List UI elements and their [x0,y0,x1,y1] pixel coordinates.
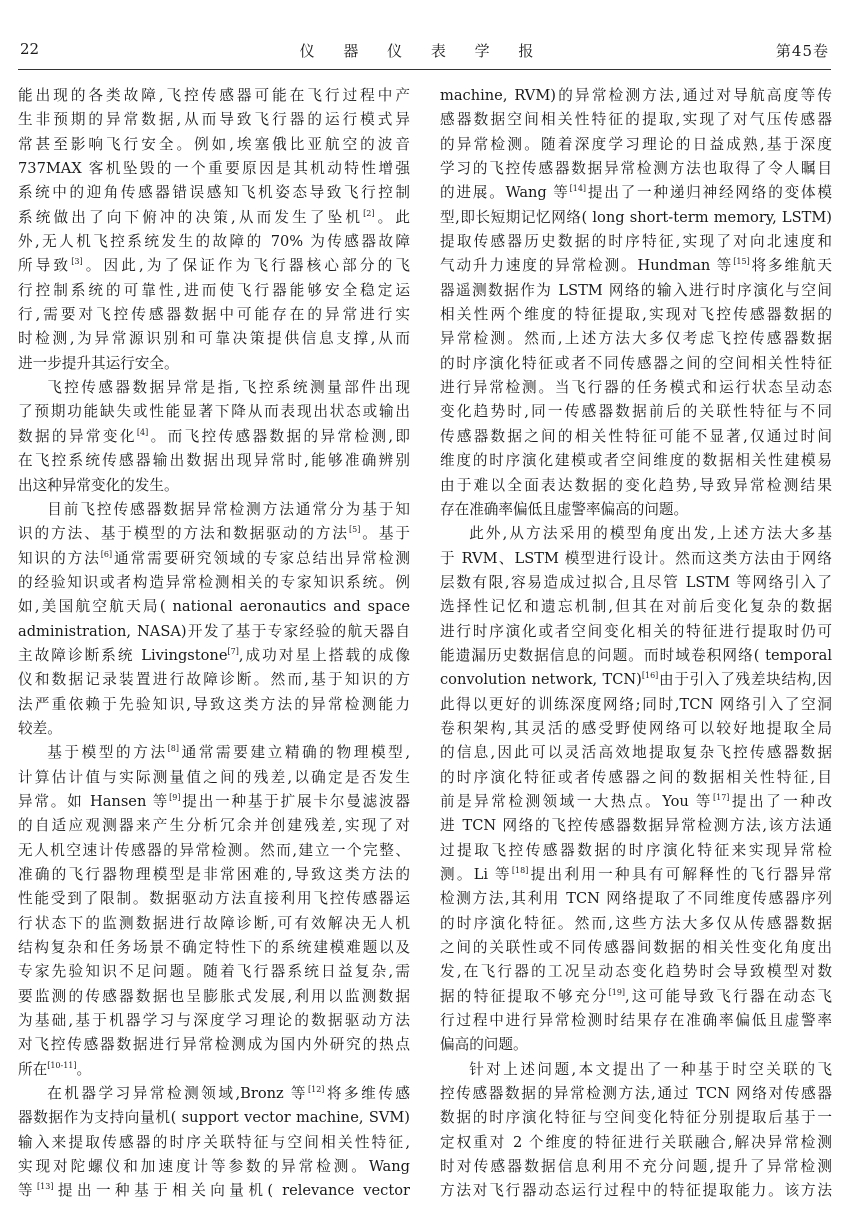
text-segment: 行过程中进行异常检测时结果存在准确率偏低且虚警率 [440,1012,832,1030]
text-segment: 提出了一种递归神经网络的变体模 [586,184,832,202]
text-segment: 方法对飞行器动态运行过程中的特征提取能力。该方法 [440,1182,832,1200]
text-segment: 时检测,为异常源识别和可靠决策提供信息支撑,从而 [18,330,410,348]
text-line [18,962,410,982]
text-segment: 传感器数据之间的相关性特征可能不显著,仅通过时间 [440,427,832,445]
text-line [440,135,832,155]
text-segment: 仪和数据记录装置进行故障诊断。然而,基于知识的方 [18,671,410,689]
text-line [440,1157,832,1177]
text-segment: 卷积架构,其灵活的感受野使网络可以较好地提取全局 [440,719,832,737]
text-line [440,1035,832,1055]
text-segment: 此外,从方法采用的模型角度出发,上述方法大多基 [469,525,832,543]
text-segment: 异常检测。然而,上述方法大多仅考虑飞控传感器数据 [440,330,832,348]
text-line [440,183,832,203]
text-line [440,597,832,617]
text-segment: 型,即长短期记忆网络( long short-term memory, LSTM) [440,208,832,226]
text-segment: 异常。如 Hansen 等 [18,792,170,810]
text-segment: 通常需要建立精确的物理模型, [179,744,410,762]
text-segment: ,成功对星上搭载的成像 [238,646,410,664]
text-line [18,354,410,374]
text-segment: 提出一种基于相关向量机( relevance vector [53,1182,410,1200]
text-segment: 所在 [18,1060,48,1078]
text-segment: 的时序演化特征。然而,这些方法大多仅从传感器数据 [440,914,832,932]
text-segment: 专家先验知识不足问题。随着飞行器系统日益复杂,需 [18,963,410,981]
text-segment: 测。Li 等 [440,866,512,883]
left-column [18,86,410,1202]
text-line [440,622,832,642]
text-line [18,743,410,763]
text-segment: 的时序演化特征或者传感器之间的数据相关性特征,目 [440,768,832,786]
text-line [440,670,832,690]
text-line [18,1084,410,1104]
citation-ref: [19] [608,987,626,997]
text-line [440,816,832,836]
text-line [18,427,410,447]
citation-ref: [16] [641,671,659,681]
text-line [440,1133,832,1153]
citation-ref: [18] [511,866,529,875]
text-segment: 较差。 [18,719,62,737]
text-segment: 选择性记忆和遗忘机制,但其在对前后变化复杂的数据 [440,598,832,616]
text-segment: 主故障诊断系统 Livingstone [18,646,228,664]
text-line [18,500,410,520]
text-line [440,646,832,666]
text-segment: 层数有限,容易造成过拟合,且尽管 LSTM 等网络引入了 [440,573,832,591]
text-line [18,476,410,496]
text-line [18,841,410,861]
citation-ref: [4] [136,427,149,437]
text-line [440,573,832,593]
text-line [18,719,410,739]
text-line [440,402,832,422]
text-segment: 的时序演化特征或者不同传感器之间的空间相关性特征 [440,354,832,372]
text-segment: 。此 [374,208,410,226]
text-line [440,110,832,130]
text-segment: 相关性两个维度的特征提取,实现对飞控传感器数据的 [440,306,832,324]
text-segment: 通常需要研究领域的专家总结出异常检测 [112,549,410,567]
text-line [18,451,410,471]
text-segment: 提取传感器历史数据的时序特征,实现了对向北速度和 [440,233,832,251]
text-line [18,1108,410,1128]
text-line [18,573,410,593]
text-line [440,451,832,471]
citation-ref: [10-11] [47,1060,77,1070]
text-segment: 器遥测数据作为 LSTM 网络的输入进行时序演化与空间 [440,281,832,299]
text-line [18,232,410,252]
text-line [440,1011,832,1031]
text-segment: 的信息,因此可以灵活高效地提取复杂飞控传感器数据 [440,744,832,762]
text-line [440,865,832,885]
text-line [18,865,410,885]
text-segment: 检测方法,其利用 TCN 网络提取了不同维度传感器序列 [440,890,832,908]
text-line [440,549,832,569]
text-line [440,695,832,715]
text-segment: 由于引入了残差块结构,因 [658,671,832,689]
text-line [18,1035,410,1055]
text-segment: 准确的飞行器物理模型是非常困难的,导致这类方法的 [18,866,410,883]
text-line [18,524,410,544]
text-line [18,1060,410,1080]
text-line [18,792,410,812]
text-line [18,670,410,690]
text-line [18,987,410,1007]
text-segment: 737MAX 客机坠毁的一个重要原因是其机动特性增强 [18,160,410,178]
text-line [440,281,832,301]
text-line [18,1157,410,1177]
text-line [440,476,832,496]
text-segment: 过提取飞控传感器数据的时序演化特征来实现异常检 [440,841,832,859]
text-segment: 系统中的迎角传感器错误感知飞机姿态导致飞行控制 [18,184,410,202]
text-line [18,135,410,155]
text-segment: 提出一种基于扩展卡尔曼滤波器 [180,792,410,810]
citation-ref: [6] [100,549,113,559]
text-line [18,1133,410,1153]
text-segment: 提出了一种改 [729,792,832,810]
text-segment: 偏高的问题。 [440,1036,528,1054]
citation-ref: [14] [569,184,587,194]
text-line [440,329,832,349]
text-segment: 等 [18,1182,38,1200]
text-line [18,378,410,398]
text-line [440,1181,832,1201]
text-line [440,305,832,325]
text-segment: 飞控传感器数据异常是指,飞控系统测量部件出现 [47,379,410,397]
text-line [440,354,832,374]
text-segment: 此得以更好的训练深度网络;同时,TCN 网络引入了空洞 [440,695,832,713]
text-line [18,110,410,130]
text-segment: 控传感器数据的异常检测方法,通过 TCN 网络对传感器 [440,1085,832,1103]
text-segment: 进 TCN 网络的飞控传感器数据异常检测方法,该方法通 [440,817,832,835]
text-segment: 对飞控传感器数据进行异常检测成为国内外研究的热点 [18,1036,410,1054]
text-segment: 知识的方法 [18,549,101,567]
text-line [440,159,832,179]
text-segment: 由于难以全面表达数据的变化趋势,导致异常检测结果 [440,476,832,494]
text-segment: 提出利用一种具有可解释性的飞行器异常 [528,866,832,883]
text-line [440,962,832,982]
text-line [440,719,832,739]
text-line [440,743,832,763]
text-line [18,208,410,228]
text-segment: 生非预期的异常数据,从而导致飞行器的运行模式异 [18,111,410,129]
volume-label: 第45卷 [775,42,829,60]
text-segment: 。基于 [360,525,410,543]
text-segment: 性能受到了限制。数据驱动方法直接利用飞控传感器运 [18,890,410,908]
text-segment: 维度的时序演化建模或者空间维度的数据相关性建模易 [440,452,832,470]
citation-ref: [7] [227,646,239,656]
citation-ref: [9] [169,792,181,802]
text-segment: 能遗漏历史数据信息的问题。而时域卷积网络( temporal [440,646,832,664]
text-segment: 于 RVM、LSTM 模型进行设计。然而这类方法由于网络 [440,549,832,567]
text-segment: 之间的关联性或不同传感器间数据的相关性变化角度出 [440,939,832,957]
text-segment: 结构复杂和任务场景不确定特性下的系统建模难题以及 [18,939,410,957]
text-line [440,889,832,909]
text-line [18,1181,410,1201]
text-line [18,768,410,788]
text-segment: 系统做出了向下俯冲的决策,从而发生了坠机 [18,208,364,226]
text-segment: administration, NASA)开发了基于专家经验的航天器自 [18,622,410,640]
text-segment: 据的特征提取不够充分 [440,987,609,1005]
text-segment: 进行异常检测。当飞行器的任务模式和运行状态呈动态 [440,379,832,397]
text-segment: ,这可能导致飞行器在动态飞 [625,987,832,1005]
text-line [18,597,410,617]
text-line [18,622,410,642]
text-segment: 器数据作为支持向量机( support vector machine, SVM) [18,1109,410,1127]
text-segment: 识的方法、基于模型的方法和数据驱动的方法 [18,525,349,543]
text-segment: 的进展。Wang 等 [440,184,570,202]
text-line [440,378,832,398]
text-line [18,889,410,909]
citation-ref: [3] [71,257,83,267]
text-line [440,1060,832,1080]
citation-ref: [15] [733,257,750,267]
text-segment: 将多维航天 [749,257,832,275]
text-segment: 数据的时序演化特征与空间变化特征分别提取后基于一 [440,1109,832,1127]
text-line [18,938,410,958]
text-segment: 。因此,为了保证作为飞行器核心部分的飞 [82,257,410,275]
text-segment: 的异常检测。随着深度学习理论的日益成熟,基于深度 [440,135,832,153]
text-line [18,1011,410,1031]
text-segment: machine, RVM)的异常检测方法,通过对导航高度等传 [440,87,832,104]
text-line [18,695,410,715]
journal-title: 仪 器 仪 表 学 报 [299,42,546,60]
text-line [440,1108,832,1128]
text-line [440,86,832,106]
text-segment: 变化趋势时,同一传感器数据前后的关联性特征与不同 [440,403,832,421]
text-line [18,159,410,179]
text-line [440,232,832,252]
text-segment: 常甚至影响飞行安全。例如,埃塞俄比亚航空的波音 [18,135,410,153]
text-line [18,816,410,836]
citation-ref: [12] [307,1085,325,1095]
text-line [440,768,832,788]
text-line [440,208,832,228]
text-line [440,524,832,544]
text-line [18,402,410,422]
text-segment: 感器数据空间相关性特征的提取,实现了对气压传感器 [440,111,832,129]
text-segment: 在飞控系统传感器输出数据出现异常时,能够准确辨别 [18,452,410,470]
text-line [440,841,832,861]
text-line [18,914,410,934]
citation-ref: [2] [363,208,375,218]
text-line [18,329,410,349]
text-segment: 为基础,基于机器学习与深度学习理论的数据驱动方法 [18,1012,410,1030]
text-segment: 。 [76,1060,92,1078]
text-segment: 目前飞控传感器数据异常检测方法通常分为基于知 [47,500,410,518]
text-segment: 所导致 [18,257,72,275]
text-line [18,281,410,301]
text-segment: 了预期功能缺失或性能显著下降从而表现出状态或输出 [18,403,410,421]
text-segment: 存在准确率偏低且虚警率偏高的问题。 [440,500,689,518]
text-segment: 数据的异常变化 [18,427,137,445]
text-segment: 发,在飞行器的工况呈动态变化趋势时会导致模型对数 [440,963,832,981]
text-segment: 将多维传感 [324,1085,410,1103]
text-segment: 外,无人机飞控系统发生的故障的 70% 为传感器故障 [18,233,410,251]
text-segment: 基于模型的方法 [47,744,168,762]
text-segment: 学习的飞控传感器数据异常检测方法也取得了令人瞩目 [440,160,832,178]
text-line [440,1084,832,1104]
text-line [440,938,832,958]
text-segment: 出这种异常变化的发生。 [18,476,179,494]
text-segment: 。而飞控传感器数据的异常检测,即 [148,427,410,445]
text-line [440,256,832,276]
text-line [18,549,410,569]
text-segment: 实现对陀螺仪和加速度计等参数的异常检测。Wang [18,1158,410,1176]
header-rule [18,69,831,70]
text-segment: 无人机空速计传感器的异常检测。然而,建立一个完整、 [18,841,410,859]
citation-ref: [17] [713,792,730,802]
text-segment: 输入来提取传感器的时序关联特征与空间相关性特征, [18,1133,410,1151]
text-segment: convolution network, TCN) [440,671,642,689]
citation-ref: [13] [37,1182,54,1192]
text-segment: 法严重依赖于先验知识,导致这类方法的异常检测能力 [18,695,410,713]
text-segment: 前是异常检测领域一大热点。You 等 [440,792,713,810]
text-segment: 的自适应观测器来产生分析冗余并创建残差,实现了对 [18,817,410,835]
text-segment: 定权重对 2 个维度的特征进行关联融合,解决异常检测 [440,1133,832,1151]
text-segment: 时对传感器数据信息利用不充分问题,提升了异常检测 [440,1158,832,1176]
text-line [440,427,832,447]
text-segment: 能出现的各类故障,飞控传感器可能在飞行过程中产 [18,87,410,104]
text-line [18,256,410,276]
citation-ref: [5] [348,525,361,535]
text-segment: 如,美国航空航天局( national aeronautics and space [18,598,410,616]
text-line [440,792,832,812]
text-segment: 气动升力速度的异常检测。Hundman 等 [440,257,734,275]
right-column [440,86,832,1202]
text-segment: 行状态下的监测数据进行故障诊断,可有效解决无人机 [18,914,410,932]
text-line [440,987,832,1007]
text-line [440,914,832,934]
text-line [18,86,410,106]
text-segment: 要监测的传感器数据也呈膨胀式发展,利用以监测数据 [18,987,410,1005]
page-number: 22 [20,40,40,58]
text-segment: 针对上述问题,本文提出了一种基于时空关联的飞 [469,1060,832,1078]
text-segment: 进一步提升其运行安全。 [18,354,179,372]
text-segment: 计算估计值与实际测量值之间的残差,以确定是否发生 [18,768,410,786]
text-segment: 进行时序演化或者空间变化相关的特征进行提取时仍可 [440,622,832,640]
text-segment: 行控制系统的可靠性,进而使飞行器能够安全稳定运 [18,281,410,299]
citation-ref: [8] [167,744,180,754]
text-segment: 在机器学习异常检测领域,Bronz 等 [47,1085,308,1103]
text-segment: 的经验知识或者构造异常检测相关的专家知识系统。例 [18,573,410,591]
text-line [18,646,410,666]
text-line [18,305,410,325]
text-segment: 行,需要对飞控传感器数据中可能存在的异常进行实 [18,306,410,324]
text-line [440,500,832,520]
text-line [18,183,410,203]
